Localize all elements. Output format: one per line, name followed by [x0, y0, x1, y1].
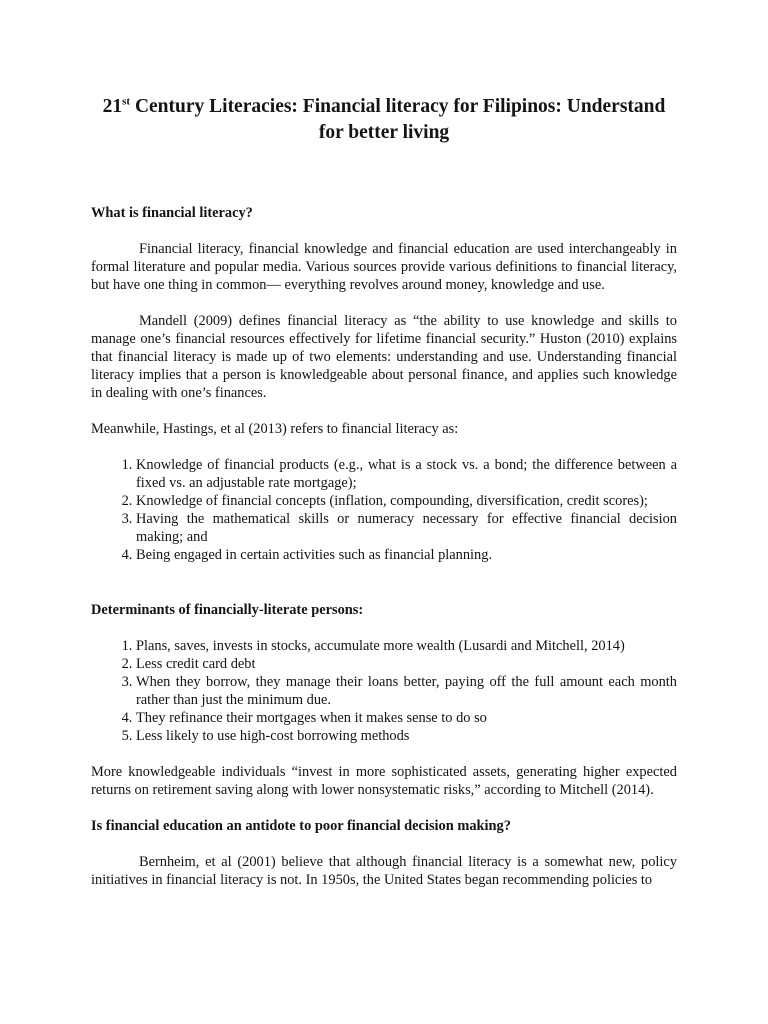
list-item: 3. When they borrow, they manage their loans better, paying off the full amount each month rather than just the minimum due. [136, 673, 677, 709]
paragraph-definitions: Financial literacy, financial knowledge and financial education are used interchangeably in formal literature and popular media. Various sources provide various definitions to financial literacy, but have one thing in common— everything revolves around money, knowledge and use. [91, 241, 677, 293]
paragraph-mandell-huston: Mandell (2009) defines financial literacy as “the ability to use knowledge and skills to manage one’s financial resources effectively for lifetime financial security.” Huston (2010) explains that financial literacy is made up of two elements: understanding and use. Understanding financial literacy implies that a person is knowledgeable about personal finance, and applies such knowledge in dealing with one’s finances. [91, 313, 677, 401]
list-item: 4. Being engaged in certain activities such as financial planning. [136, 546, 677, 564]
paragraph-hastings-intro: Meanwhile, Hastings, et al (2013) refers to financial literacy as: [91, 421, 459, 437]
paragraph-bernheim: Bernheim, et al (2001) believe that although financial literacy is a somewhat new, policy initiatives in financial literacy is not. In 1950s, the United States began recommending policies to [91, 854, 677, 888]
list-item: 1. Plans, saves, invests in stocks, accumulate more wealth (Lusardi and Mitchell, 2014) [136, 637, 677, 655]
list-item: 1. Knowledge of financial products (e.g., what is a stock vs. a bond; the difference between a fixed vs. an adjustable rate mortgage); [136, 456, 677, 492]
list-item: 4. They refinance their mortgages when it makes sense to do so [136, 709, 677, 727]
title-superscript: st [122, 95, 131, 108]
list-item: 3. Having the mathematical skills or numeracy necessary for effective financial decision making; and [136, 510, 677, 546]
paragraph-mitchell: More knowledgeable individuals “invest in more sophisticated assets, generating higher expected returns on retirement saving along with lower nonsystematic risks,” according to Mitchell (2014). [91, 764, 677, 798]
title-number: 21 [102, 96, 123, 117]
list-item: 5. Less likely to use high-cost borrowing methods [136, 727, 677, 745]
title-text: Century Literacies: Financial literacy for Filipinos: Understand for better living [130, 96, 666, 143]
determinants-list [91, 637, 677, 745]
document-content [91, 94, 677, 889]
list-item: 2. Knowledge of financial concepts (inflation, compounding, diversification, credit scores); [136, 492, 677, 510]
list-item: 2. Less credit card debt [136, 655, 677, 673]
section-heading-determinants: Determinants of financially-literate persons: [91, 602, 364, 618]
document-title [91, 94, 677, 146]
hastings-definition-list [91, 456, 677, 564]
section-heading-what-is-financial-literacy: What is financial literacy? [91, 205, 253, 221]
section-heading-financial-education: Is financial education an antidote to poor financial decision making? [91, 818, 511, 834]
